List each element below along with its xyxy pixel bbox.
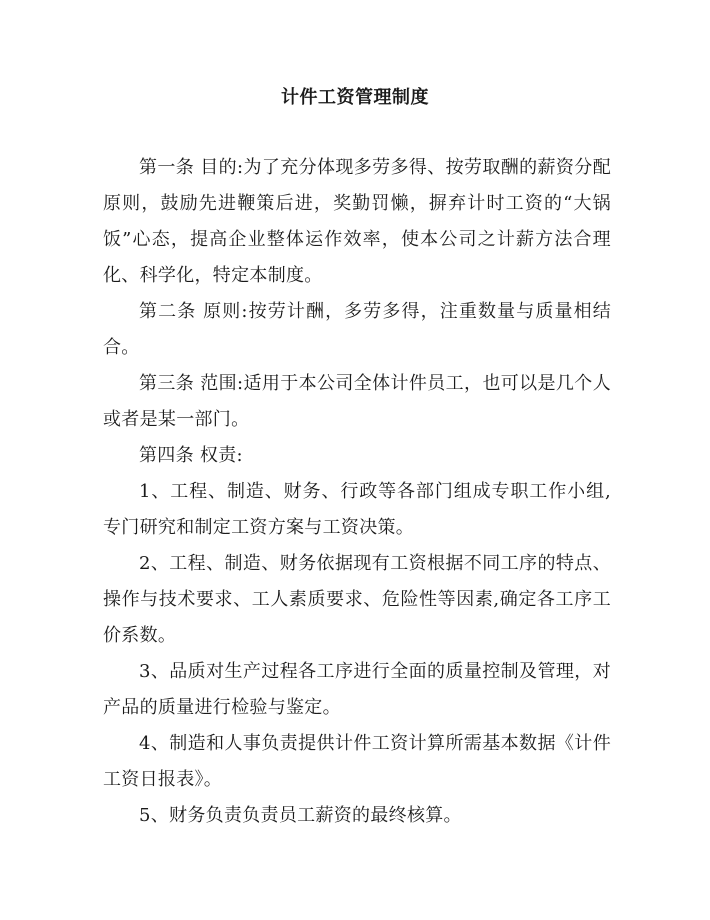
document-title: 计件工资管理制度 — [281, 87, 429, 108]
document-body — [103, 150, 611, 834]
responsibility-item-3: 3、品质对生产过程各工序进行全面的质量控制及管理，对产品的质量进行检验与鉴定。 — [103, 661, 611, 718]
article-3-scope: 第三条 范围:适用于本公司全体计件员工，也可以是几个人或者是某一部门。 — [103, 373, 611, 430]
responsibility-item-5: 5、财务负责负责员工薪资的最终核算。 — [139, 805, 462, 826]
responsibility-item-2: 2、工程、制造、财务依据现有工资根据不同工序的特点、操作与技术要求、工人素质要求、危险性等因素,确定各工序工价系数。 — [103, 553, 611, 646]
article-2-principle: 第二条 原则:按劳计酬，多劳多得，注重数量与质量相结合。 — [103, 301, 611, 358]
responsibility-item-1: 1、工程、制造、财务、行政等各部门组成专职工作小组,专门研究和制定工资方案与工资决策。 — [103, 481, 611, 538]
article-4-responsibilities: 第四条 权责: — [139, 445, 243, 466]
article-1-purpose: 第一条 目的:为了充分体现多劳多得、按劳取酬的薪资分配原则，鼓励先进鞭策后进，奖勤罚懒，摒弃计时工资的“大锅饭”心态，提高企业整体运作效率，使本公司之计薪方法合理化、科学化，特定本制度。 — [103, 157, 611, 286]
responsibility-item-4: 4、制造和人事负责提供计件工资计算所需基本数据《计件工资日报表》。 — [103, 733, 611, 790]
